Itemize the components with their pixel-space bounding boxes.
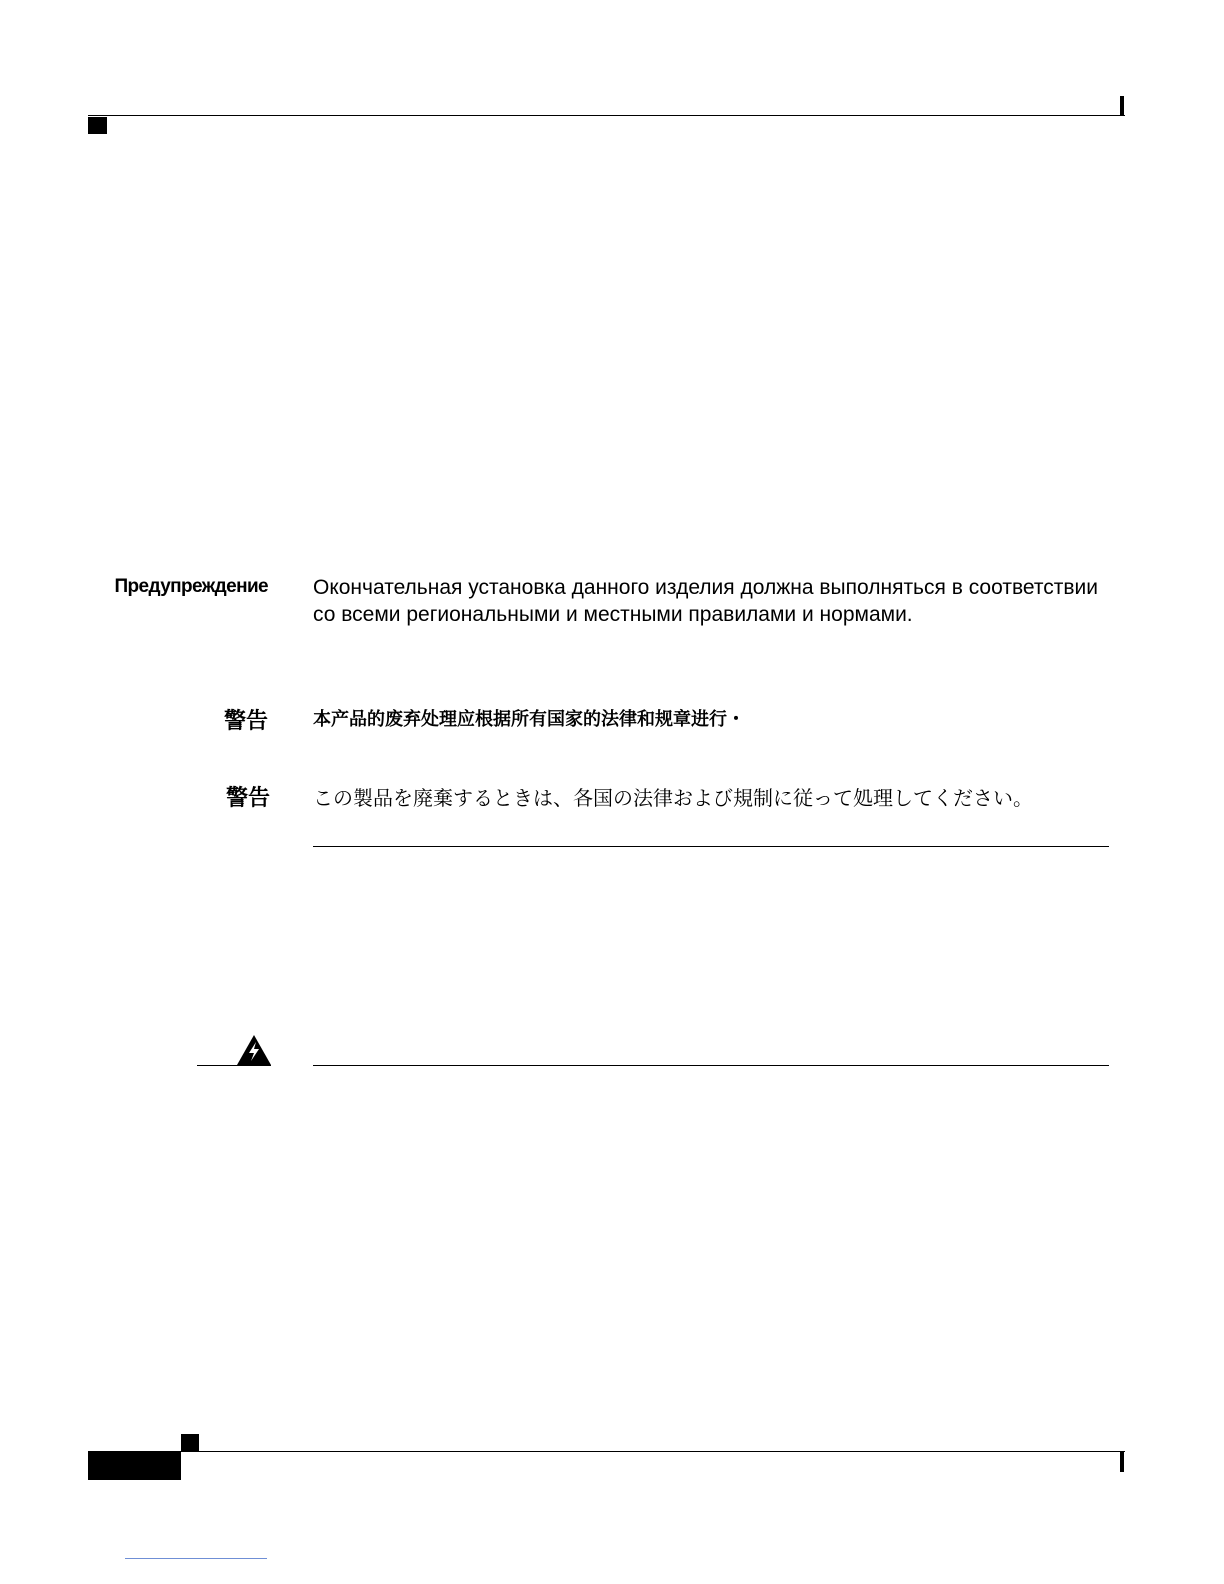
footer-end-tick xyxy=(1120,1452,1124,1472)
footer-link-underline[interactable] xyxy=(125,1558,267,1559)
footer-square-marker xyxy=(181,1434,199,1451)
header-square-marker xyxy=(88,117,107,134)
section-start-rule xyxy=(313,1065,1109,1066)
header-end-tick xyxy=(1120,96,1124,116)
warning-text-ru: Окончательная установка данного изделия должна выполняться в соответствии со всеми региональными и местными правилами и нормами. xyxy=(313,576,1098,626)
warning-label-ja: 警告 xyxy=(225,786,270,811)
icon-underline-rule xyxy=(197,1065,271,1066)
header-rule xyxy=(88,115,1125,116)
warning-label-zh: 警告 xyxy=(223,709,268,734)
section-end-rule xyxy=(313,846,1109,847)
footer-rule xyxy=(88,1451,1125,1452)
warning-text-zh: 本产品的废弃处理应根据所有国家的法律和规章进行・ xyxy=(313,709,745,730)
warning-label-ru: Предупреждение xyxy=(114,576,268,597)
warning-text-ja: この製品を廃棄するときは、各国の法律および規制に従って処理してください。 xyxy=(313,786,1033,810)
warning-lightning-icon xyxy=(236,1034,272,1066)
footer-page-block xyxy=(88,1452,181,1480)
